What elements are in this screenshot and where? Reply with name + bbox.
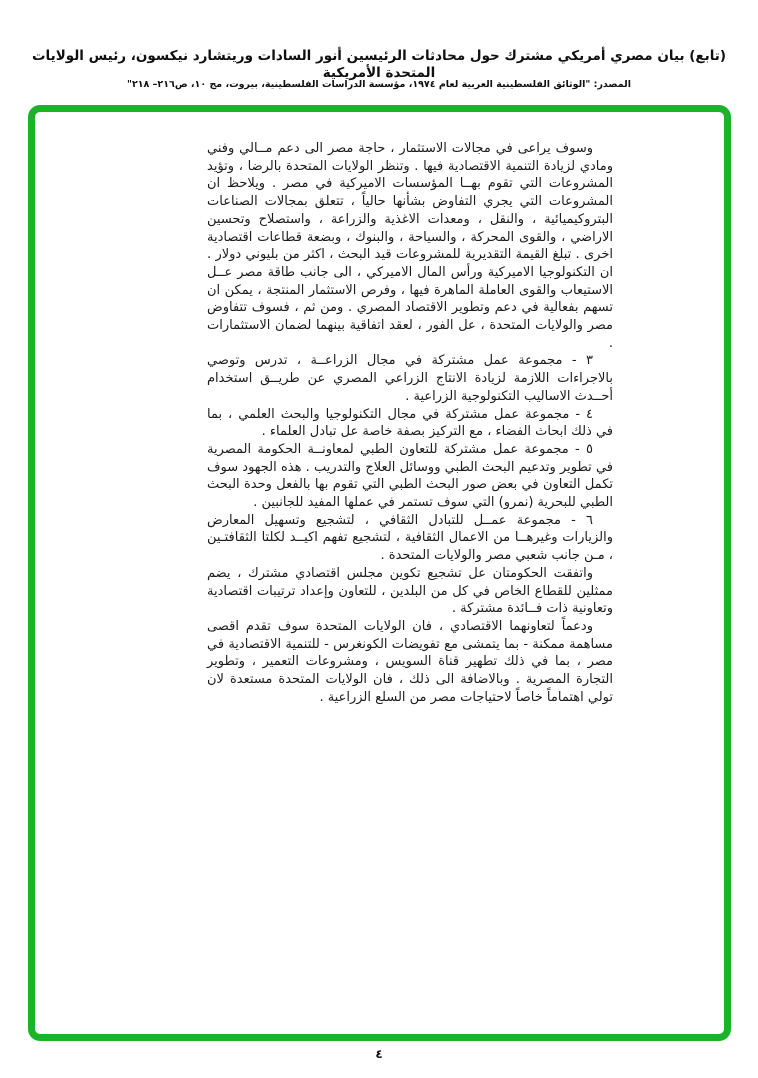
source-citation: المصدر: "الوثائق الفلسطينية العربية لعام ١٩٧٤، مؤسسة الدراسات الفلسطينية، بيروت، مج ١٠، ص٢١٦– ٢١٨": [127, 79, 631, 90]
page-number: ٤: [375, 1047, 383, 1061]
document-paragraph-economic-support: ودعماً لتعاونهما الاقتصادي ، فان الولايات المتحدة سوف تقدم اقصى مساهمة ممكنة - بما يتمشى مع تفويضات الكونغرس - للتنمية الاقتصادية في مصر ، بما في ذلك تطهير قناة السويس ، ومشروعات التعمير ، وتطوير التجارة المصرية . وبالاضافة الى ذلك ، فان الولايات المتحدة مستعدة لان تولي اهتماماً خاصاً لاحتياجات مصر من السلع الزراعية .: [207, 618, 613, 705]
page-header-title: (تابع) بيان مصري أمريكي مشترك حول محادثات الرئيسين أنور السادات وريتشارد نيكسون، رئيس الولايات المتحدة الأمريكية: [31, 48, 727, 81]
document-paragraph-item4-technology: ٤ - مجموعة عمل مشتركة في مجال التكنولوجيا والبحث العلمي ، بما في ذلك ابحاث الفضاء ، مع التركيز بصفة خاصة عل تبادل العلماء .: [207, 406, 613, 440]
document-paragraph-economic-council: واتفقت الحكومتان عل تشجيع تكوين مجلس اقتصادي مشترك ، يضم ممثلين للقطاع الخاص في كل من البلدين ، للتعاون وإعداد ترتيبات اقتصادية وتعاونية ذات فــائدة مشتركة .: [207, 565, 613, 617]
document-paragraph-investment: وسوف يراعى في مجالات الاستثمار ، حاجة مصر الى دعم مــالي وفني ومادي لزيادة التنمية الاقتصادية فيها . وتنظر الولايات المتحدة بالرضا ، وتؤيد المشروعات التي تقوم بهــا المؤسسات الاميركية في مصر . ويلاحظ ان المشروعات التي يجري التفاوض بشأنها حالياً ، تتعلق بمجالات الصناعات البتروكيميائية ، والنقل ، ومعدات الاغذية والزراعة ، واستصلاح وتحسين الاراضي ، والقوى المحركة ، والسياحة ، والبنوك ، وبضعة قطاعات اقتصادية اخرى . تبلغ القيمة التقديرية للمشروعات قيد البحث ، اكثر من بليوني دولار . ان التكنولوجيا الاميركية ورأس المال الاميركي ، الى جانب طاقة مصر عــل الاستيعاب والقوى العاملة الماهرة فيها ، وفرص الاستثمار المنتجة ، يمكن ان تسهم بفعالية في دعم وتطوير الاقتصاد المصري . ومن ثم ، فسوف تتفاوض مصر والولايات المتحدة ، عل الفور ، لعقد اتفاقية بينهما لضمان الاستثمارات .: [207, 141, 613, 351]
document-body: [207, 140, 613, 707]
document-paragraph-item6-cultural: ٦ - مجموعة عمــل للتبادل الثقافي ، لتشجيع وتسهيل المعارض والزيارات وغيرهــا من الاعمال الثقافية ، لتشجيع تفهم اكيــد لكلتا الثقافتـين ، مـن جانب شعبي مصر والولايات المتحدة .: [207, 512, 613, 564]
document-paragraph-item3-agriculture: ٣ - مجموعة عمل مشتركة في مجال الزراعــة ، تدرس وتوصي بالاجراءات اللازمة لزيادة الانتاج الزراعي المصري عن طريــق استخدام أحــدث الاساليب التكنولوجية الزراعية .: [207, 353, 613, 404]
document-paragraph-item5-medical: ٥ - مجموعة عمل مشتركة للتعاون الطبي لمعاونــة الحكومة المصرية في تطوير وتدعيم البحث الطبي ووسائل العلاج والتدريب . هذه الجهود سوف تكمل التعاون في بعض صور البحث الطبي التي تقوم بها بالفعل وحدة البحث الطبي للبحرية (نمرو) التي سوف تستمر في عملها المفيد للجانبين .: [207, 441, 613, 511]
